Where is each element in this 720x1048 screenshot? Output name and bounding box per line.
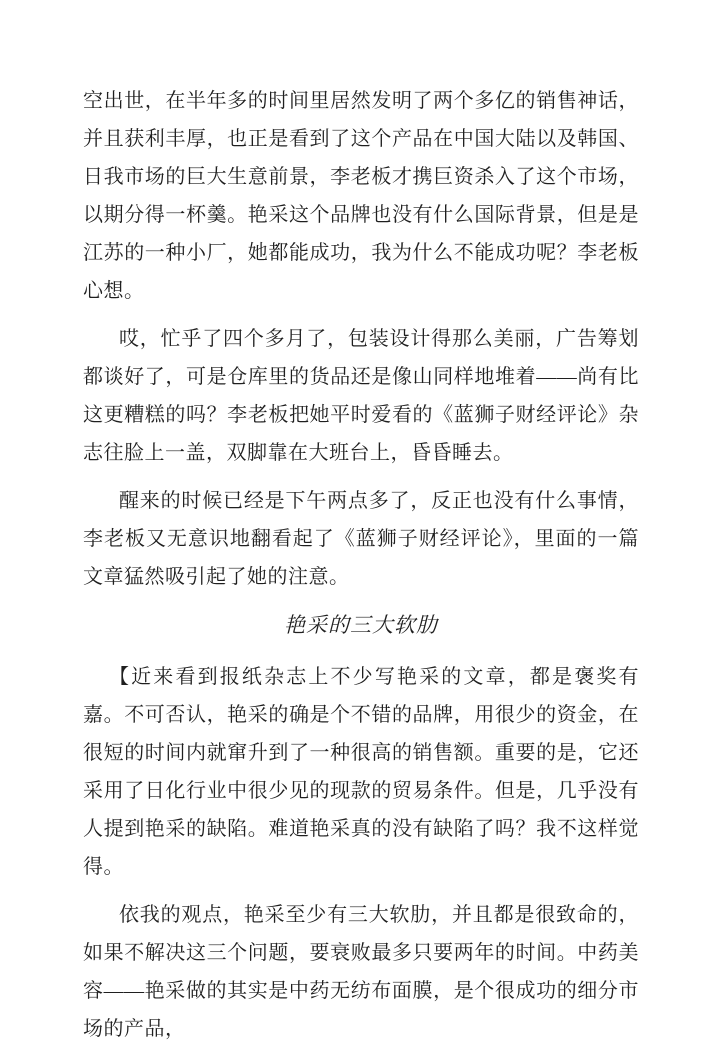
paragraph: 醒来的时候已经是下午两点多了，反正也没有什么事情，李老板又无意识地翻看起了《蓝狮子财经评论》，里面的一篇文章猛然吸引起了她的注意。 (83, 490, 639, 588)
paragraph: 哎，忙乎了四个多月了，包装设计得那么美丽，广告筹划都谈好了，可是仓库里的货品还是像山同样地堆着——尚有比这更糟糕的吗？李老板把她平时爱看的《蓝狮子财经评论》杂志往脸上一盖，双脚靠在大班台上，昏昏睡去。 (83, 328, 639, 464)
paragraph: 空出世，在半年多的时间里居然发明了两个多亿的销售神话，并且获利丰厚，也正是看到了这个产品在中国大陆以及韩国、日我市场的巨大生意前景，李老板才携巨资杀入了这个市场，以期分得一杯羹。艳采这个品牌也没有什么国际背景，但是是江苏的一种小厂，她都能成功，我为什么不能成功呢？李老板心想。 (83, 90, 639, 302)
paragraph: 依我的观点，艳采至少有三大软肋，并且都是很致命的，如果不解决这三个问题，要衰败最多只要两年的时间。中药美容——艳采做的其实是中药无纺布面膜，是个很成功的细分市场的产品， (83, 904, 639, 1040)
section-heading: 艳采的三大软肋 (284, 613, 438, 637)
paragraph: 【近来看到报纸杂志上不少写艳采的文章，都是褒奖有嘉。不可否认，艳采的确是个不错的品牌，用很少的资金，在很短的时间内就窜升到了一种很高的销售额。重要的是，它还采用了日化行业中很少见的现款的贸易条件。但是，几乎没有人提到艳采的缺陷。难道艳采真的没有缺陷了吗？我不这样觉得。 (83, 666, 639, 878)
